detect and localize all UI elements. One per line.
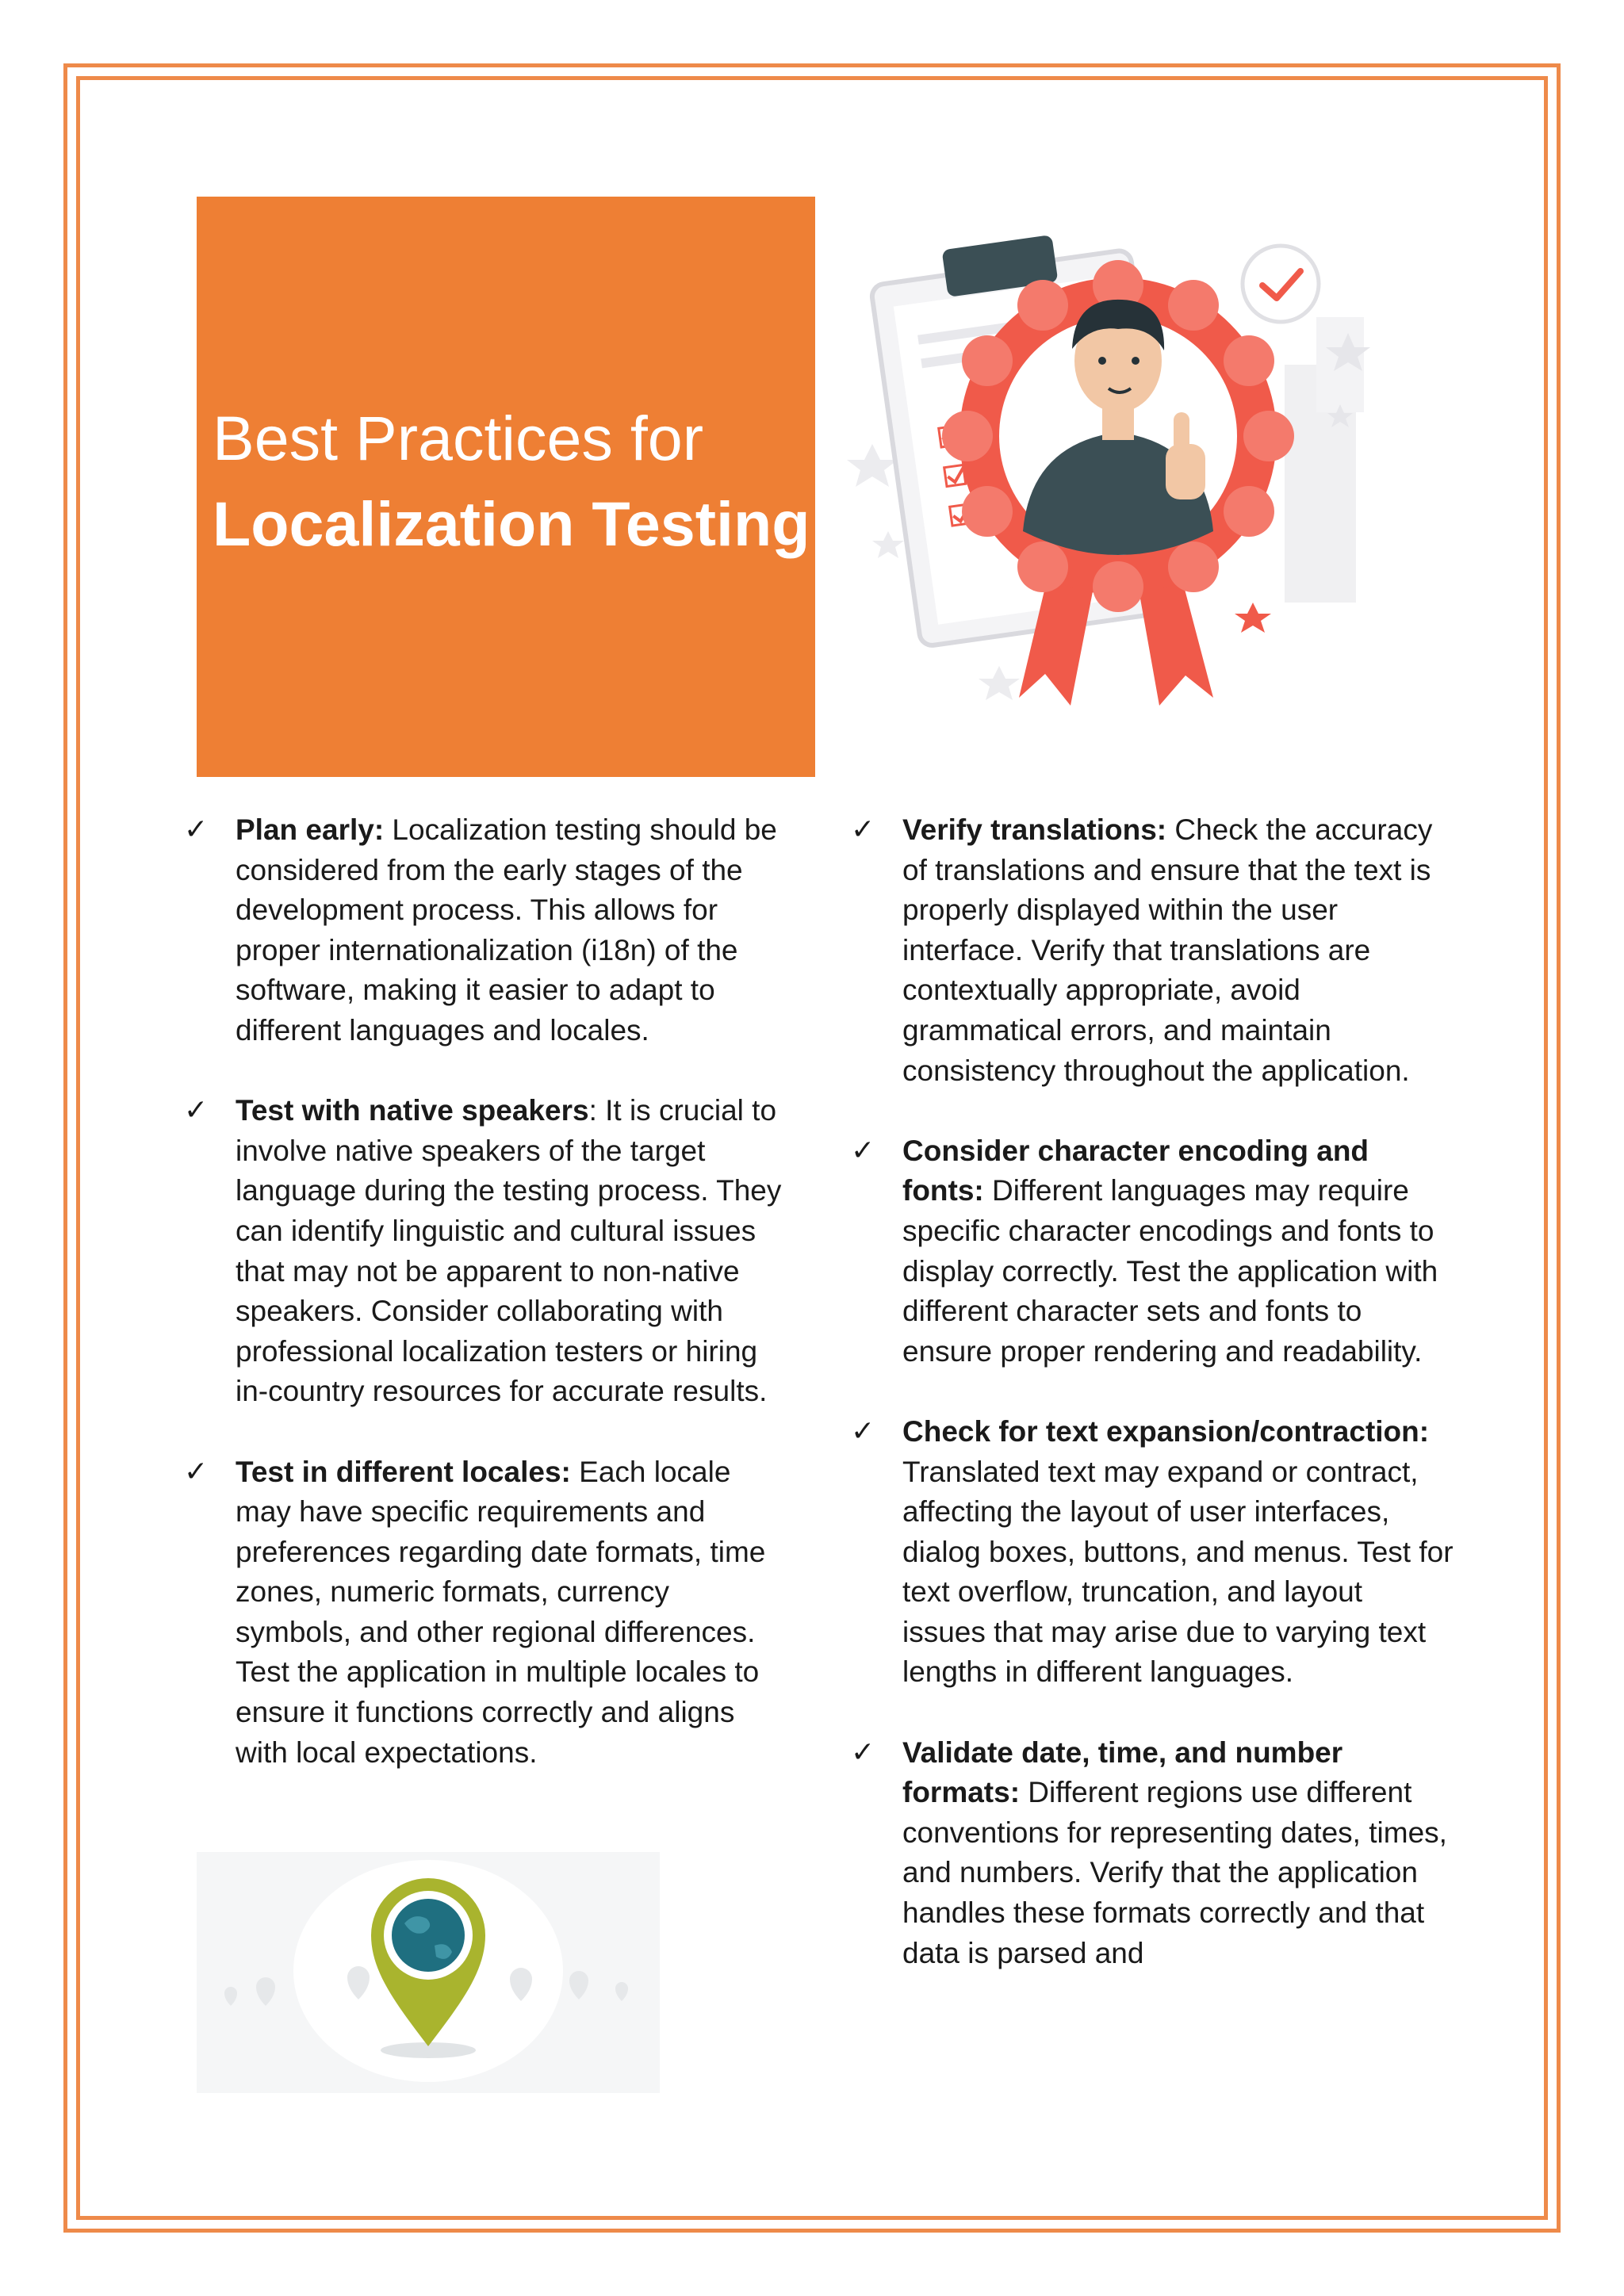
list-item: ✓ Plan early: Localization testing should be considered from the early stages of the development process. This allows for proper internationalization (i18n) of the software, making it easier to adapt to different languages and locales. — [184, 810, 787, 1051]
check-icon: ✓ — [851, 1414, 875, 1448]
check-icon: ✓ — [851, 813, 875, 846]
list-item: ✓ Verify translations: Check the accuracy of translations and ensure that the text is properly displayed within the user interface. Verify that translations are contextually appropriate, avoid grammatical errors, and maintain consistency throughout the application. — [851, 810, 1454, 1091]
title-line-2: Localization Testing — [213, 488, 810, 559]
list-item: ✓ Consider character encoding and fonts: Different languages may require specific character encodings and fonts to display correctly. Test the application with different character sets and fonts to ensure proper rendering and readability. — [851, 1131, 1454, 1372]
title-banner — [197, 197, 815, 777]
check-icon: ✓ — [851, 1134, 875, 1167]
clipboard-person-award-illustration — [841, 222, 1411, 714]
check-icon: ✓ — [851, 1735, 875, 1769]
title-line-1: Best Practices for — [213, 403, 704, 473]
globe-location-pin-illustration — [197, 1852, 660, 2093]
right-column — [851, 810, 1454, 2014]
check-icon: ✓ — [184, 1094, 209, 1127]
left-column — [184, 810, 787, 1813]
list-item: ✓ Validate date, time, and number formats: Different regions use different conventions for representing dates, times, and numbers. Verify that the application handles these formats correctly and that data is parsed and — [851, 1733, 1454, 1974]
list-item: ✓ Test in different locales: Each locale may have specific requirements and preferences regarding date formats, time zones, numeric formats, currency symbols, and other regional differences. Test the application in multiple locales to ensure it functions correctly and aligns with local expectations. — [184, 1452, 787, 1774]
check-icon: ✓ — [184, 813, 209, 846]
list-item: ✓ Test with native speakers: It is crucial to involve native speakers of the target language during the testing process. They can identify linguistic and cultural issues that may not be apparent to non-native speakers. Consider collaborating with professional localization testers or hiring in-country resources for accurate results. — [184, 1091, 787, 1412]
check-icon: ✓ — [184, 1455, 209, 1488]
list-item: ✓ Check for text expansion/contraction: Translated text may expand or contract, affecting the layout of user interfaces, dialog boxes, buttons, and menus. Test for text overflow, truncation, and layout issues that may arise due to varying text lengths in different languages. — [851, 1412, 1454, 1693]
